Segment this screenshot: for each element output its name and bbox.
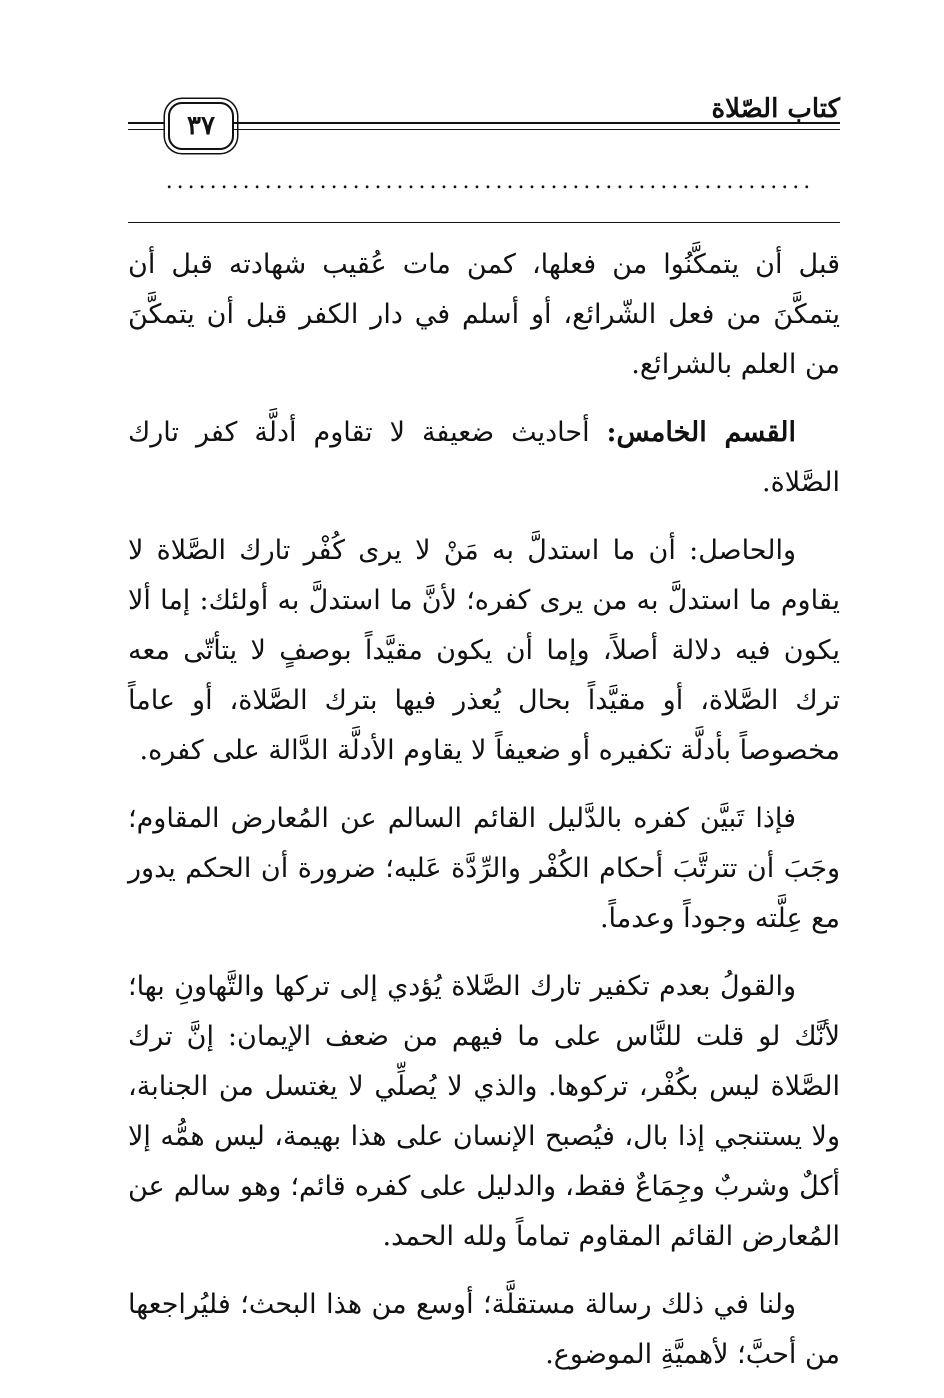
page-number: ٣٧ [168, 102, 234, 150]
paragraph-2 [128, 408, 840, 508]
dotted-line: ........................................................... [165, 170, 815, 194]
paragraph-text: والقولُ بعدم تكفير تارك الصَّلاة يُؤدي إلى تركها والتَّهاونِ بها؛ لأنَّك لو قلت للنَّاس على ما فيهم من ضعف الإيمان: إنَّ ترك الصَّلاة ليس بكُفْر، تركوها. والذي لا يُصلِّي لا يغتسل من الجنابة، ولا يستنجي إذا بال، فيُصبح الإنسان على هذا بهيمة، ليس همُّه إلا أكلٌ وشربٌ وجِمَاعٌ فقط، والدليل على كفره قائم؛ وهو سالم عن المُعارض القائم المقاوم تماماً ولله الحمد. [128, 971, 840, 1252]
header-rule-left [128, 122, 164, 130]
paragraph-text: قبل أن يتمكَّنُوا من فعلها، كمن مات عُقيب شهادته قبل أن يتمكَّنَ من فعل الشّرائع، أو أسلم في دار الكفر قبل أن يتمكَّنَ من العلم بالشرائع. [128, 249, 840, 380]
paragraph-text: أحاديث ضعيفة لا تقاوم أدلَّة كفر تارك الصَّلاة. [128, 417, 840, 498]
page-header [128, 92, 840, 152]
paragraph-6 [128, 1280, 840, 1380]
separator-line [128, 222, 840, 223]
paragraph-3 [128, 526, 840, 776]
paragraph-5 [128, 962, 840, 1262]
book-title: كتاب الصّلاة [711, 94, 840, 124]
paragraph-1 [128, 240, 840, 390]
paragraph-text: فإذا تَبيَّن كفره بالدَّليل القائم السالم عن المُعارض المقاوم؛ وجَبَ أن تترتَّبَ أحكام الكُفْر والرِّدَّة عَليه؛ ضرورة أن الحكم يدور مع عِلَّته وجوداً وعدماً. [128, 803, 840, 934]
paragraph-text: ولنا في ذلك رسالة مستقلَّة؛ أوسع من هذا البحث؛ فليُراجعها من أحبَّ؛ لأهميَّةِ الموضوع. [128, 1289, 840, 1370]
paragraph-4 [128, 794, 840, 944]
section-heading: القسم الخامس: [606, 417, 796, 448]
paragraph-text: والحاصل: أن ما استدلَّ به مَنْ لا يرى كُفْر تارك الصَّلاة لا يقاوم ما استدلَّ به من يرى كفره؛ لأنَّ ما استدلَّ به أولئك: إما ألا يكون فيه دلالة أصلاً، وإما أن يكون مقيَّداً بوصفٍ لا يتأتّى معه ترك الصَّلاة، أو مقيَّداً بحال يُعذر فيها بترك الصَّلاة، أو عاماً مخصوصاً بأدلَّة تكفيره أو ضعيفاً لا يقاوم الأدلَّة الدَّالة على كفره. [128, 535, 840, 766]
page-body [128, 240, 840, 1398]
